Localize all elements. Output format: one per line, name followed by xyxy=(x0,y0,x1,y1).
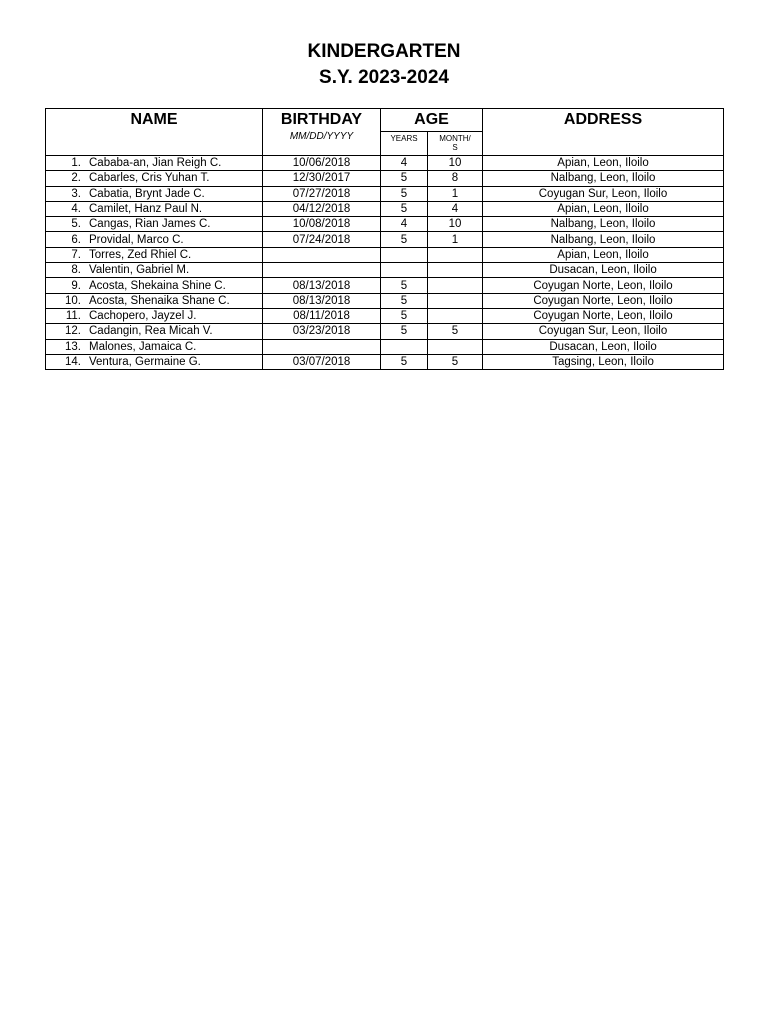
header-address-label: ADDRESS xyxy=(563,111,643,128)
student-name: Acosta, Shenaika Shane C. xyxy=(89,294,230,307)
header-name-label: NAME xyxy=(130,111,178,128)
header-name xyxy=(46,109,263,156)
age-years-cell xyxy=(381,263,428,278)
birthday-cell: 10/08/2018 xyxy=(263,217,381,232)
table-row xyxy=(46,293,724,308)
age-years-cell xyxy=(381,339,428,354)
student-name: Torres, Zed Rhiel C. xyxy=(89,248,192,261)
age-months-cell xyxy=(428,278,483,293)
row-number: 8. xyxy=(71,264,81,277)
address-cell: Dusacan, Leon, Iloilo xyxy=(483,263,724,278)
student-name: Providal, Marco C. xyxy=(89,233,184,246)
birthday-cell: 07/24/2018 xyxy=(263,232,381,247)
student-name: Ventura, Germaine G. xyxy=(89,356,201,368)
address-cell: Nalbang, Leon, Iloilo xyxy=(483,171,724,186)
student-name: Malones, Jamaica C. xyxy=(89,340,197,353)
birthday-cell xyxy=(263,263,381,278)
age-months-cell: 1 xyxy=(428,232,483,247)
age-months-cell: 5 xyxy=(428,354,483,369)
age-months-cell xyxy=(428,247,483,262)
header-address xyxy=(483,109,724,156)
row-number: 7. xyxy=(71,248,81,261)
row-number: 1. xyxy=(71,157,81,170)
age-months-cell: 1 xyxy=(428,186,483,201)
age-years-cell: 5 xyxy=(381,201,428,216)
student-name: Cachopero, Jayzel J. xyxy=(89,310,197,323)
age-months-cell: 4 xyxy=(428,201,483,216)
address-cell: Apian, Leon, Iloilo xyxy=(483,156,724,171)
header-age xyxy=(381,109,483,132)
age-years-cell: 5 xyxy=(381,232,428,247)
birthday-cell: 10/06/2018 xyxy=(263,156,381,171)
row-number: 3. xyxy=(71,187,81,200)
table-row xyxy=(46,308,724,323)
table-row xyxy=(46,232,724,247)
birthday-cell: 07/27/2018 xyxy=(263,186,381,201)
table-row xyxy=(46,354,724,369)
school-year-title: S.Y. 2023-2024 xyxy=(319,67,449,88)
student-name: Acosta, Shekaina Shine C. xyxy=(89,279,226,292)
birthday-cell xyxy=(263,247,381,262)
address-cell: Coyugan Norte, Leon, Iloilo xyxy=(483,278,724,293)
table-row xyxy=(46,171,724,186)
age-years-cell: 5 xyxy=(381,186,428,201)
age-months-cell xyxy=(428,263,483,278)
age-months-cell xyxy=(428,308,483,323)
student-name-cell xyxy=(46,263,263,278)
student-name-cell xyxy=(46,339,263,354)
student-name: Cadangin, Rea Micah V. xyxy=(89,325,213,338)
document-title: KINDERGARTEN xyxy=(307,41,461,62)
birthday-cell: 03/23/2018 xyxy=(263,324,381,339)
row-number: 14. xyxy=(65,356,81,368)
student-name: Cabatia, Brynt Jade C. xyxy=(89,187,205,200)
age-years-cell: 5 xyxy=(381,278,428,293)
age-years-cell: 4 xyxy=(381,217,428,232)
student-name: Cangas, Rian James C. xyxy=(89,218,211,231)
age-years-cell xyxy=(381,247,428,262)
age-months-cell: 8 xyxy=(428,171,483,186)
age-months-cell xyxy=(428,339,483,354)
table-row xyxy=(46,186,724,201)
birthday-cell: 08/13/2018 xyxy=(263,293,381,308)
student-name-cell xyxy=(46,156,263,171)
age-months-cell: 10 xyxy=(428,217,483,232)
student-name-cell xyxy=(46,324,263,339)
student-name-cell xyxy=(46,171,263,186)
student-name: Cabarles, Cris Yuhan T. xyxy=(89,172,210,185)
address-cell: Apian, Leon, Iloilo xyxy=(483,247,724,262)
table-row xyxy=(46,201,724,216)
age-years-cell: 5 xyxy=(381,171,428,186)
student-name-cell xyxy=(46,354,263,369)
age-years-cell: 5 xyxy=(381,308,428,323)
table-row xyxy=(46,156,724,171)
student-name-cell xyxy=(46,293,263,308)
header-months: MONTH/ S xyxy=(428,132,483,156)
address-cell: Coyugan Norte, Leon, Iloilo xyxy=(483,293,724,308)
address-cell: Tagsing, Leon, Iloilo xyxy=(483,354,724,369)
table-row xyxy=(46,324,724,339)
row-number: 6. xyxy=(71,233,81,246)
age-years-cell: 5 xyxy=(381,324,428,339)
age-months-cell: 5 xyxy=(428,324,483,339)
age-years-cell: 5 xyxy=(381,293,428,308)
header-birthday xyxy=(263,109,381,156)
row-number: 10. xyxy=(65,294,81,307)
address-cell: Nalbang, Leon, Iloilo xyxy=(483,232,724,247)
address-cell: Coyugan Sur, Leon, Iloilo xyxy=(483,324,724,339)
row-number: 13. xyxy=(65,340,81,353)
student-name-cell xyxy=(46,278,263,293)
table-row xyxy=(46,217,724,232)
student-name-cell xyxy=(46,201,263,216)
table-row xyxy=(46,278,724,293)
row-number: 2. xyxy=(71,172,81,185)
address-cell: Coyugan Sur, Leon, Iloilo xyxy=(483,186,724,201)
student-name: Valentin, Gabriel M. xyxy=(89,264,190,277)
student-name-cell xyxy=(46,186,263,201)
address-cell: Coyugan Norte, Leon, Iloilo xyxy=(483,308,724,323)
header-years: YEARS xyxy=(381,132,428,156)
row-number: 9. xyxy=(71,279,81,292)
row-number: 11. xyxy=(65,310,81,323)
student-name: Camilet, Hanz Paul N. xyxy=(89,203,203,216)
student-name-cell xyxy=(46,217,263,232)
table-row xyxy=(46,263,724,278)
student-roster-table xyxy=(45,108,724,370)
birthday-cell: 04/12/2018 xyxy=(263,201,381,216)
roster-body xyxy=(46,156,724,370)
header-birthday-label: BIRTHDAY xyxy=(280,111,363,128)
student-name-cell xyxy=(46,247,263,262)
student-name: Cababa-an, Jian Reigh C. xyxy=(89,157,222,170)
birthday-cell: 08/13/2018 xyxy=(263,278,381,293)
student-name-cell xyxy=(46,308,263,323)
student-name-cell xyxy=(46,232,263,247)
age-years-cell: 4 xyxy=(381,156,428,171)
birthday-cell: 12/30/2017 xyxy=(263,171,381,186)
age-months-cell xyxy=(428,293,483,308)
row-number: 5. xyxy=(71,218,81,231)
age-months-cell: 10 xyxy=(428,156,483,171)
row-number: 12. xyxy=(65,325,81,338)
table-row xyxy=(46,247,724,262)
header-birthday-format: MM/DD/YYYY xyxy=(289,131,354,142)
table-row xyxy=(46,339,724,354)
birthday-cell xyxy=(263,339,381,354)
birthday-cell: 03/07/2018 xyxy=(263,354,381,369)
address-cell: Nalbang, Leon, Iloilo xyxy=(483,217,724,232)
row-number: 4. xyxy=(71,203,81,216)
age-years-cell: 5 xyxy=(381,354,428,369)
birthday-cell: 08/11/2018 xyxy=(263,308,381,323)
address-cell: Dusacan, Leon, Iloilo xyxy=(483,339,724,354)
address-cell: Apian, Leon, Iloilo xyxy=(483,201,724,216)
header-age-label: AGE xyxy=(414,111,449,128)
